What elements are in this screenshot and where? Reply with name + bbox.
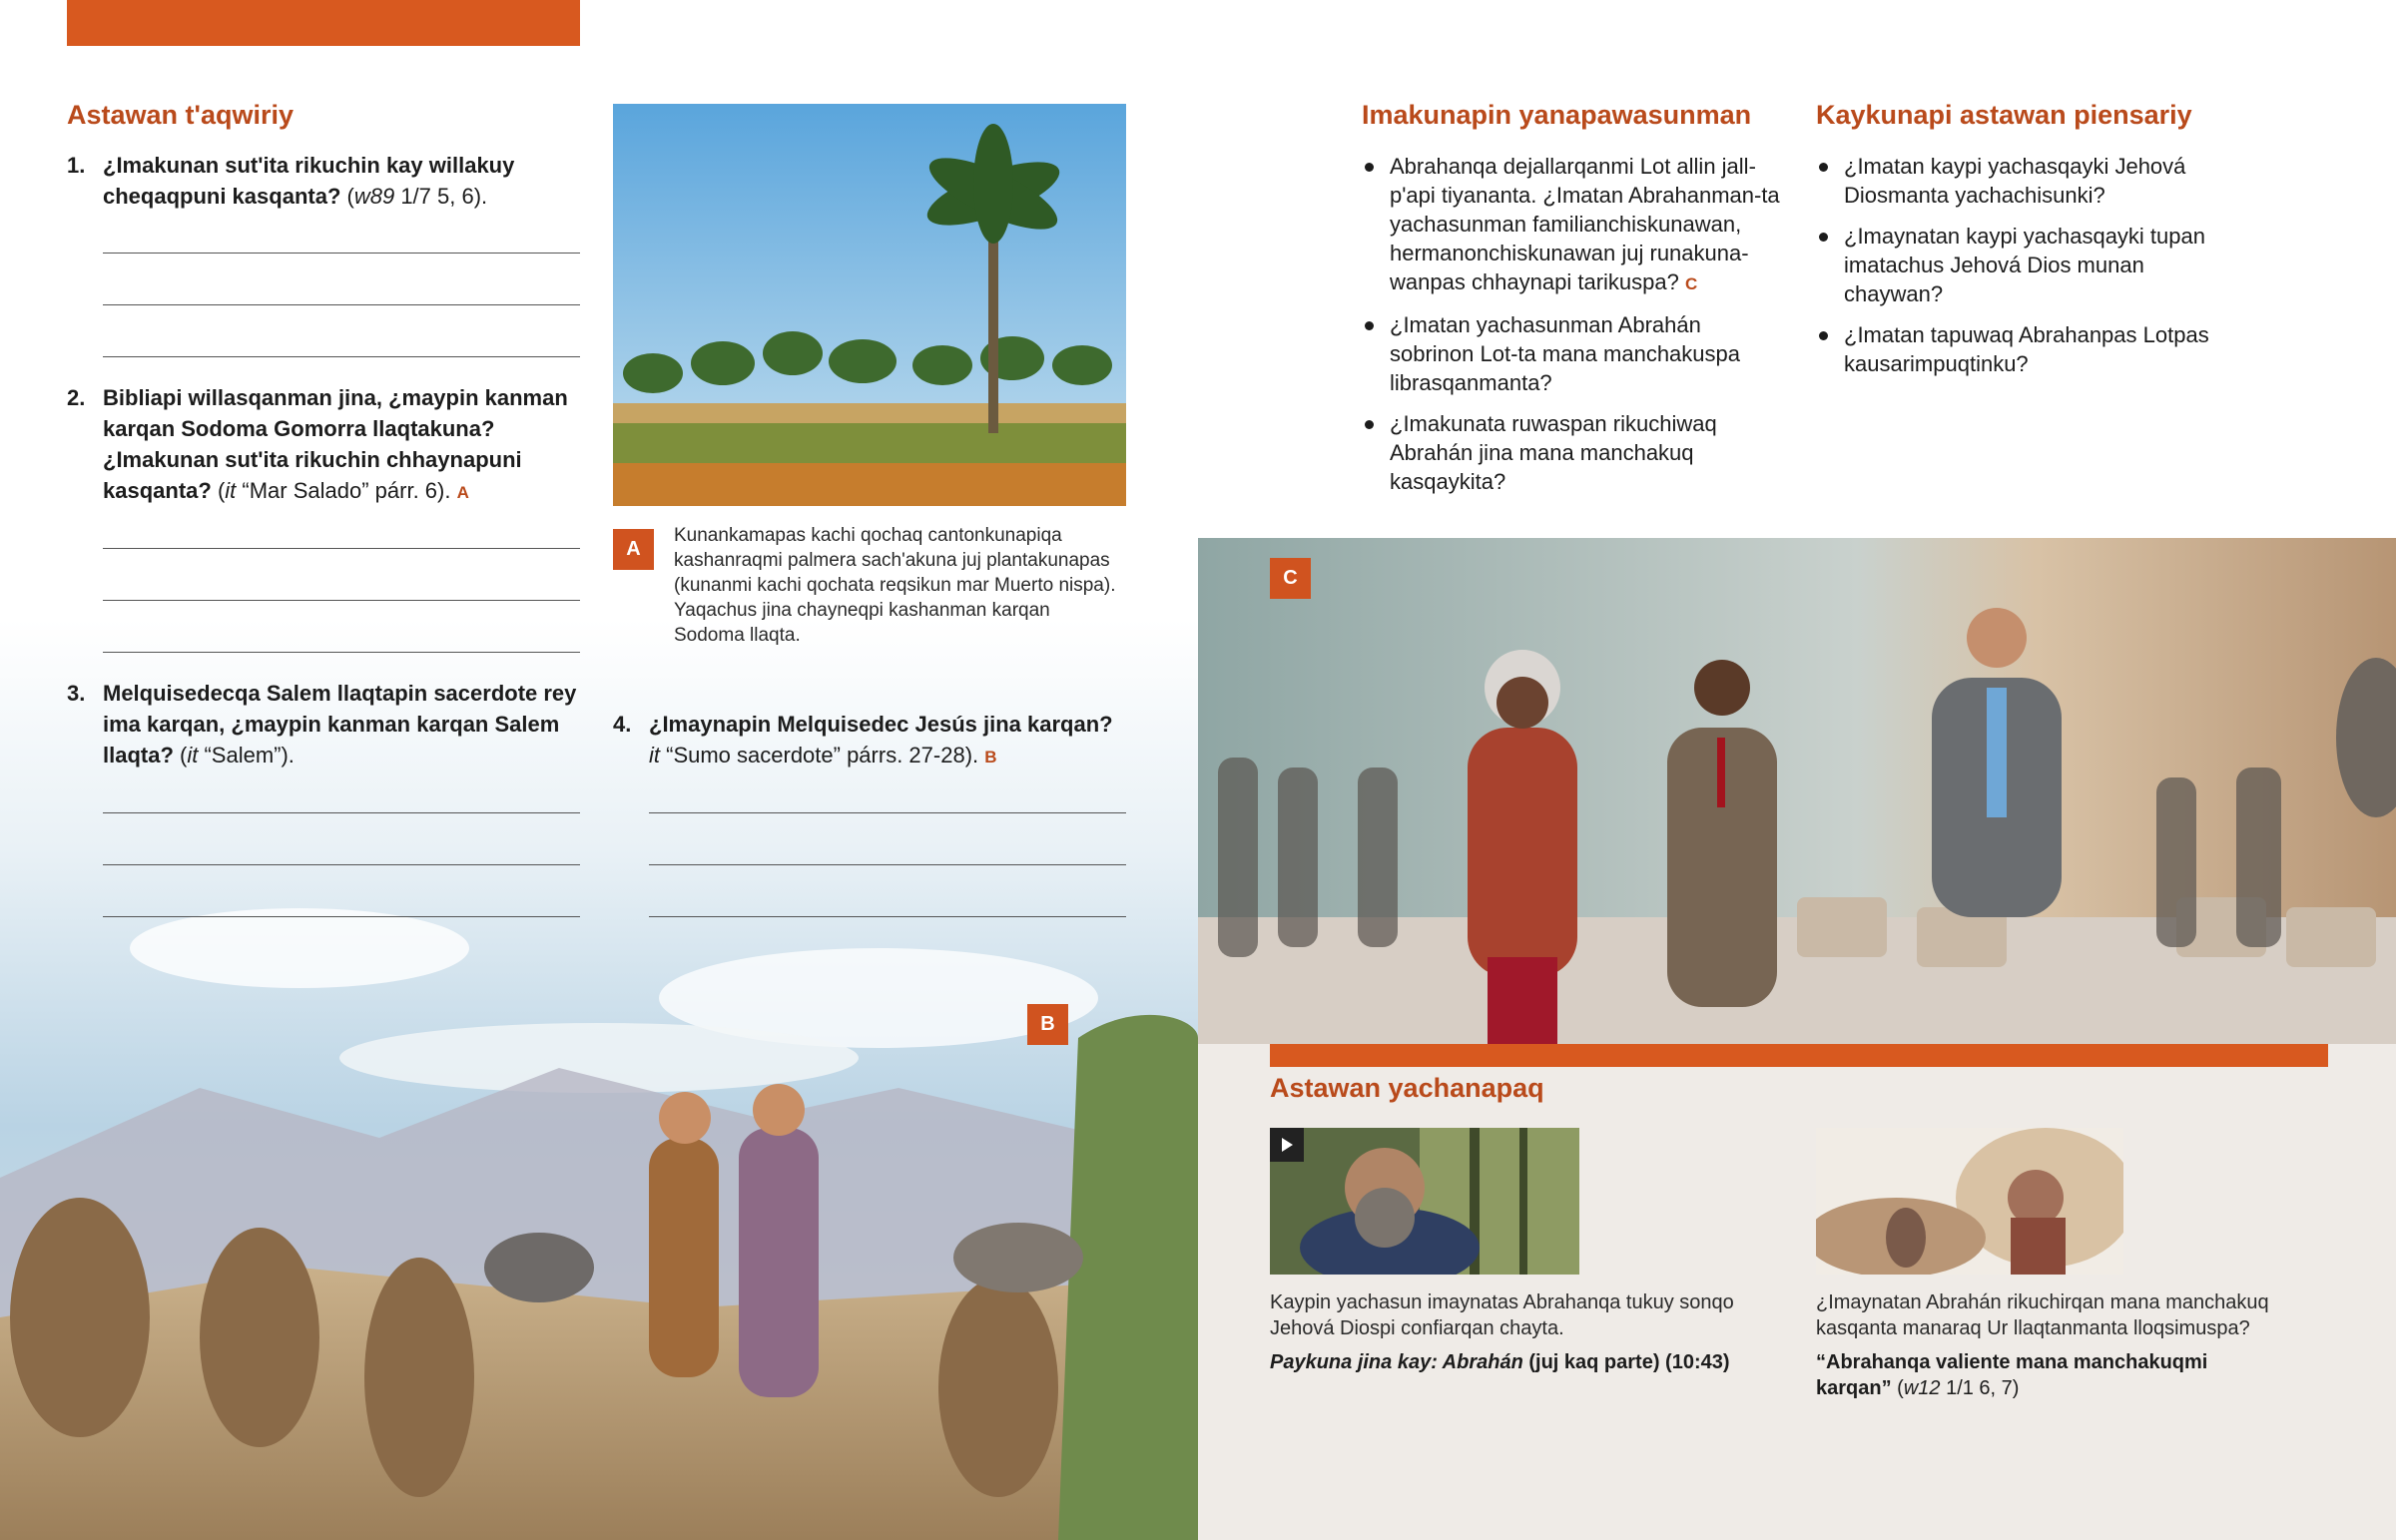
list-item: ¿Imatan kaypi yachasqayki Jehová Diosmanta yachachisunki? <box>1816 152 2245 210</box>
reference: “Salem”). <box>198 743 295 768</box>
marker-a: A <box>456 483 469 502</box>
question-text: Bibliapi willasqanman jina, ¿maypin kanman karqan Sodoma Gomorra llaqtakuna? ¿Imakunan sut'ita rikuchin chhaynapuni kasqanta? <box>103 385 568 503</box>
question-1: 1. ¿Imakunan sut'ita rikuchin kay willakuy cheqaqpuni kasqanta? (w89 1/7 5, 6). <box>67 150 586 212</box>
marker-c: C <box>1684 274 1698 293</box>
answer-line[interactable] <box>103 864 580 865</box>
reference-source: it <box>225 478 237 503</box>
photo-caption-a: Kunankamapas kachi qochaq cantonkunapiqa kashanraqmi palmera sach'akuna juj plantakunapas (kunanmi kachi qochata reqsikun mar Muerto nispa). Yaqachus jina chayneqpi kashanman karqan Sodoma llaqta. <box>674 525 1116 646</box>
answer-line[interactable] <box>103 916 580 917</box>
marker-b: B <box>984 748 997 767</box>
video-title: Paykuna jina kay: Abrahán <box>1270 1351 1523 1373</box>
section-title-reflect: Kaykunapi astawan piensariy <box>1816 100 2192 130</box>
reflect-bullet-list <box>1816 152 2245 390</box>
video-duration: (juj kaq parte) (10:43) <box>1522 1351 1730 1373</box>
question-number: 3. <box>67 681 86 706</box>
section-title-research: Astawan t'aqwiriy <box>67 100 294 130</box>
answer-line[interactable] <box>103 812 580 813</box>
section-title-more: Astawan yachanapaq <box>1270 1073 1544 1103</box>
answer-line[interactable] <box>103 356 580 357</box>
video-thumbnail[interactable] <box>1270 1128 1579 1275</box>
answer-line[interactable] <box>649 864 1126 865</box>
question-3: 3. Melquisedecqa Salem llaqtapin sacerdote rey ima karqan, ¿maypin kanman karqan Salem llaqta? (it “Salem”). <box>67 678 586 770</box>
question-number: 4. <box>613 712 632 737</box>
reference-source: w89 <box>353 184 395 209</box>
article-title: “Abrahanqa valiente mana manchakuqmi karqan” <box>1816 1351 2208 1399</box>
top-color-strip <box>67 0 580 46</box>
photo-badge-a: A <box>613 529 654 570</box>
answer-line[interactable] <box>649 812 1126 813</box>
answer-line[interactable] <box>103 304 580 305</box>
play-icon[interactable] <box>1270 1128 1304 1162</box>
video-link[interactable] <box>1270 1349 1789 1375</box>
reference-source: it <box>649 743 660 768</box>
palm-trees-photo <box>613 104 1126 506</box>
list-item: Abrahanqa dejallarqanmi Lot allin jall-p'api tiyananta. ¿Imatan Abrahanman-ta yachasunman familianchiskunawan, hermanonchiskunawan juj runakuna-wanpas chhaynapi tarikuspa? C <box>1362 152 1791 298</box>
answer-line[interactable] <box>103 253 580 254</box>
reference: 1/1 6, 7) <box>1940 1377 2020 1399</box>
section-title-help: Imakunapin yanapawasunman <box>1362 100 1752 130</box>
reference-source: w12 <box>1903 1377 1941 1399</box>
answer-line[interactable] <box>103 652 580 653</box>
question-text: Melquisedecqa Salem llaqtapin sacerdote rey ima karqan, ¿maypin kanman karqan Salem llaqta? <box>103 681 577 768</box>
question-number: 1. <box>67 153 86 178</box>
panel-accent-bar <box>1270 1044 2328 1067</box>
answer-line[interactable] <box>103 548 580 549</box>
question-2: 2. Bibliapi willasqanman jina, ¿maypin kanman karqan Sodoma Gomorra llaqtakuna? ¿Imakunan sut'ita rikuchin chhaynapuni kasqanta? (it “Mar Salado” párr. 6). A <box>67 382 586 508</box>
answer-line[interactable] <box>103 600 580 601</box>
answer-line[interactable] <box>649 916 1126 917</box>
reference-source: it <box>187 743 199 768</box>
article-link[interactable]: “Abrahanqa valiente mana manchakuqmi karqan” (w12 1/1 6, 7) <box>1816 1351 2208 1399</box>
question-4 <box>613 709 1132 772</box>
article-description: ¿Imaynatan Abrahán rikuchirqan mana manchakuq kasqanta manaraq Ur llaqtanmanta lloqsimuspa? <box>1816 1291 2269 1339</box>
illustration-badge-b: B <box>1027 1004 1068 1045</box>
question-number: 2. <box>67 385 86 410</box>
help-bullet-list <box>1362 152 1791 508</box>
list-item: ¿Imatan yachasunman Abrahán sobrinon Lot-ta mana manchakuspa librasqanmanta? <box>1362 310 1791 397</box>
photo-badge-c: C <box>1270 558 1311 599</box>
question-text: ¿Imakunan sut'ita rikuchin kay willakuy cheqaqpuni kasqanta? <box>103 153 515 209</box>
list-item: ¿Imatan tapuwaq Abrahanpas Lotpas kausarimpuqtinku? <box>1816 320 2245 378</box>
article-thumbnail[interactable] <box>1816 1128 2123 1275</box>
reference: “Sumo sacerdote” párrs. 27-28). <box>660 743 979 768</box>
reference: “Mar Salado” párr. 6). <box>236 478 451 503</box>
list-item: ¿Imakunata ruwaspan rikuchiwaq Abrahán jina mana manchakuq kasqaykita? <box>1362 409 1791 496</box>
kingdom-hall-photo <box>1198 538 2396 1044</box>
reference: 1/7 5, 6). <box>394 184 488 209</box>
video-description: Kaypin yachasun imaynatas Abrahanqa tukuy sonqo Jehová Diospi confiarqan chayta. <box>1270 1291 1734 1339</box>
list-item: ¿Imaynatan kaypi yachasqayki tupan imatachus Jehová Dios munan chaywan? <box>1816 222 2245 308</box>
question-text: ¿Imaynapin Melquisedec Jesús jina karqan? <box>649 712 1113 737</box>
